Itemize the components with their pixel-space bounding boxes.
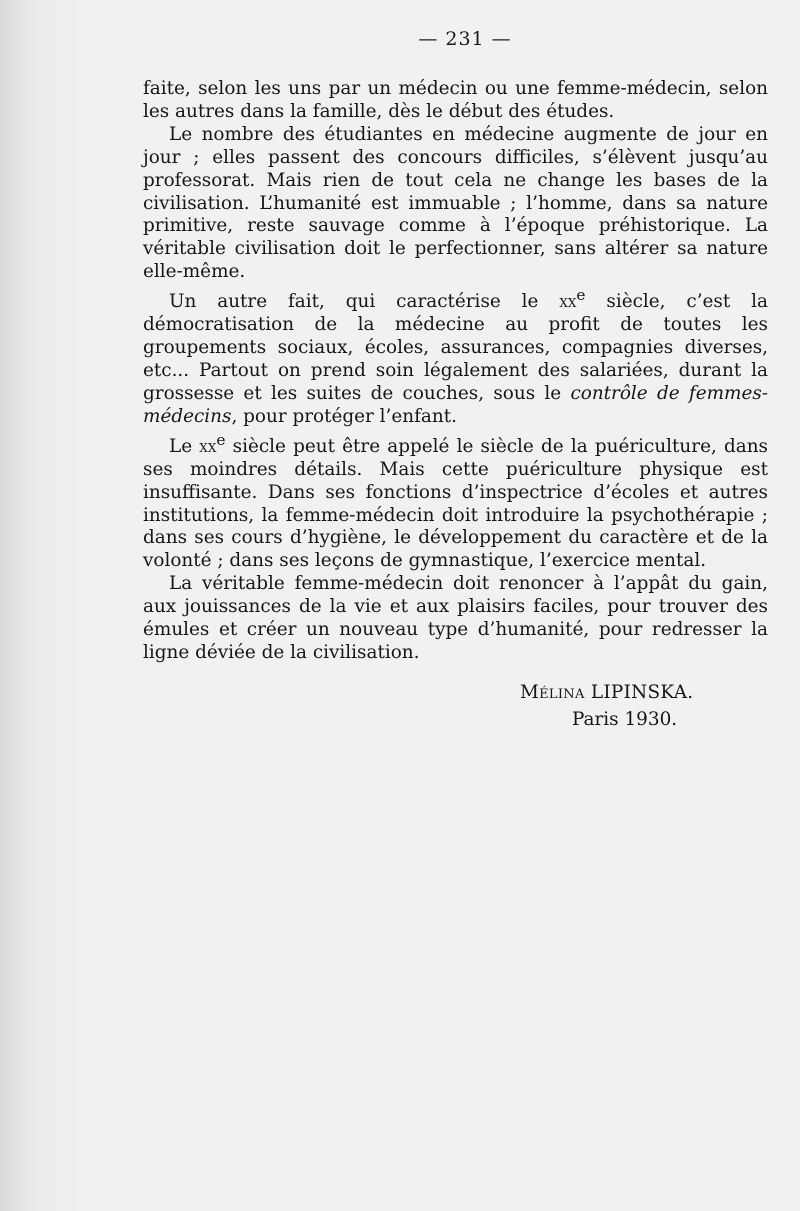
paragraph-1: faite, selon les uns par un médecin ou une femme-médecin, selon les autres dans la famille, dès le début des études. xyxy=(143,78,768,122)
author-name xyxy=(520,679,693,706)
paragraph-3-part-c: , pour protéger l’enfant. xyxy=(231,405,457,427)
paragraph-3-part-a: Un autre fait, qui caractérise le xyxy=(169,291,560,313)
page-number: — 231 — xyxy=(418,28,512,50)
author-first-name: Mélina xyxy=(520,682,585,703)
century-superscript: e xyxy=(576,286,586,305)
body-text xyxy=(143,78,768,665)
paragraph-4-part-b: siècle peut être appelé le siècle de la puériculture, dans ses moindres détails. Mais cette puériculture physique est insuffisante. Dans ses fonctions d’inspectrice d’écoles et autres institutions, la femme-médecin doit introduire la psychothérapie ; dans ses cours d’hygiène, le développement du caractère et de la volonté ; dans ses leçons de gymnastique, l’exercice mental. xyxy=(143,435,768,572)
paragraph-2: Le nombre des étudiantes en médecine augmente de jour en jour ; elles passent des concours difficiles, s’élèvent jusqu’au professorat. Mais rien de tout cela ne change les bases de la civilisation. L’humanité est immuable ; l’homme, dans sa nature primitive, reste sauvage comme à l’époque préhistorique. La véritable civilisation doit le perfectionner, sans altérer sa nature elle-même. xyxy=(143,123,768,283)
paragraph-4 xyxy=(143,429,768,574)
paragraph-4-part-a: Le xyxy=(169,435,200,457)
century-roman-numeral: xx xyxy=(199,436,217,457)
paragraph-3 xyxy=(143,284,768,429)
signature-block xyxy=(520,679,693,733)
paragraph-3-italic: contrôle de femmes-médecins xyxy=(143,382,768,427)
century-superscript: e xyxy=(216,430,226,449)
century-roman-numeral: xx xyxy=(559,292,577,313)
author-last-name: LIPINSKA. xyxy=(590,682,694,703)
place-and-date: Paris 1930. xyxy=(572,709,678,730)
paragraph-3-part-b: siècle, c’est la démocratisation de la médecine au profit de toutes les groupements sociaux, écoles, assurances, compagnies diverses, etc... Partout on prend soin légalement des salariées, durant la grossesse et les suites de couches, sous le xyxy=(143,291,768,404)
paragraph-5: La véritable femme-médecin doit renoncer à l’appât du gain, aux jouissances de la vie et aux plaisirs faciles, pour trouver des émules et créer un nouveau type d’humanité, pour redresser la ligne déviée de la civilisation. xyxy=(143,573,768,663)
